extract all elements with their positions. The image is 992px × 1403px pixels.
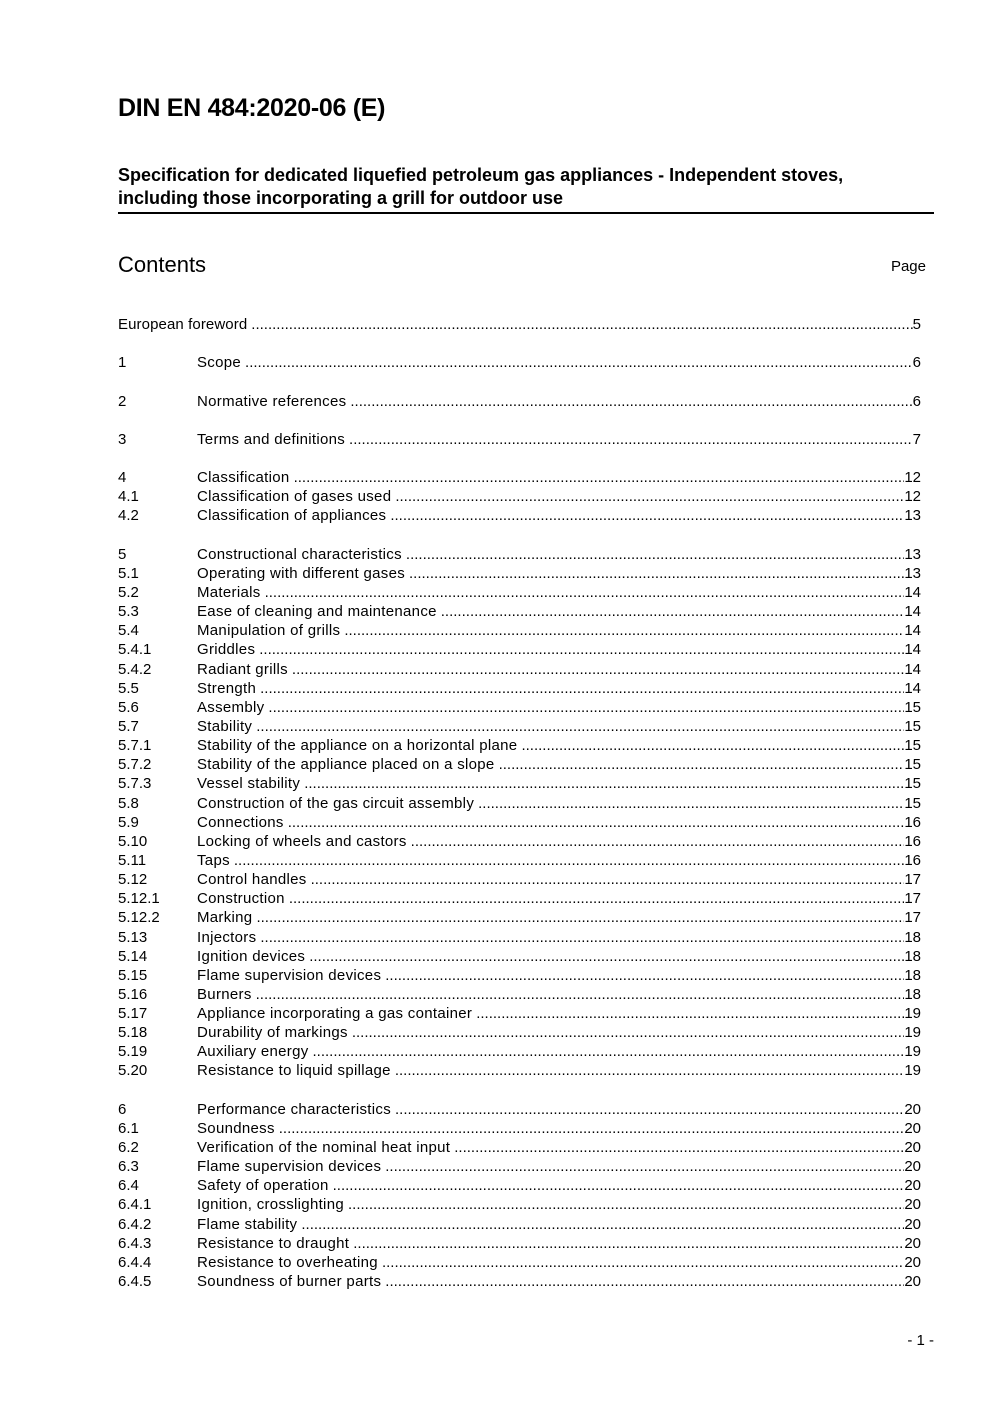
toc-entry-title: Materials — [197, 583, 261, 601]
toc-entry-page: 20 — [904, 1119, 921, 1137]
toc-entry-title: Connections — [197, 813, 284, 831]
toc-entry[interactable] — [118, 1101, 921, 1120]
toc-entry-page: 17 — [904, 909, 921, 927]
toc-entry-number: 5.20 — [118, 1062, 148, 1080]
toc-entry-title: Construction — [197, 890, 285, 908]
toc-entry-page: 18 — [904, 928, 921, 946]
toc-entry-page: 20 — [904, 1273, 921, 1291]
toc-entry-page: 15 — [904, 737, 921, 755]
toc-entry-page: 14 — [904, 583, 921, 601]
toc-entry-page: 18 — [904, 985, 921, 1003]
footer-page-number: - 1 - — [907, 1332, 934, 1349]
toc-entry-number: 5.17 — [118, 1005, 148, 1023]
toc-entry-number: 5.12 — [118, 871, 148, 889]
toc-entry-number: 5.10 — [118, 832, 148, 850]
toc-entry[interactable] — [118, 948, 921, 967]
toc-entry[interactable] — [118, 737, 921, 756]
toc-entry-number: 6 — [118, 1100, 127, 1118]
toc-entry-title: Normative references — [197, 392, 347, 410]
toc-entry-page: 19 — [904, 1005, 921, 1023]
toc-entry-number: 5.7 — [118, 717, 139, 735]
toc-entry-title: Marking — [197, 909, 253, 927]
dot-leader — [313, 1043, 905, 1060]
toc-entry[interactable] — [118, 546, 921, 565]
toc-entry-page: 13 — [904, 545, 921, 563]
toc-entry-page: 14 — [904, 603, 921, 621]
toc-entry-page: 20 — [904, 1215, 921, 1233]
toc-entry[interactable] — [118, 909, 921, 928]
toc-entry[interactable] — [118, 431, 921, 450]
toc-entry-title: Stability of the appliance on a horizontal plane — [197, 737, 518, 755]
toc-entry-title: Radiant grills — [197, 660, 288, 678]
toc-entry-page: 19 — [904, 1043, 921, 1061]
toc-entry[interactable] — [118, 1005, 921, 1024]
toc-entry[interactable] — [118, 1120, 921, 1139]
toc-entry-page: 12 — [904, 488, 921, 506]
dot-leader — [289, 890, 905, 907]
toc-entry-page: 14 — [904, 660, 921, 678]
dot-leader — [441, 603, 905, 620]
toc-entry-page: 20 — [904, 1100, 921, 1118]
toc-entry-page: 15 — [904, 775, 921, 793]
toc-entry-title: Manipulation of grills — [197, 622, 341, 640]
toc-entry[interactable] — [118, 393, 921, 412]
dot-leader — [344, 622, 904, 639]
toc-entry-title: Strength — [197, 679, 257, 697]
toc-entry-title: Stability of the appliance placed on a slope — [197, 756, 495, 774]
toc-entry-page: 17 — [904, 890, 921, 908]
toc-entry[interactable] — [118, 1177, 921, 1196]
toc-entry-page: 20 — [904, 1177, 921, 1195]
dot-leader — [385, 967, 904, 984]
toc-entry-page: 15 — [904, 794, 921, 812]
toc-entry-title: Terms and definitions — [197, 430, 346, 448]
toc-entry-title: Flame supervision devices — [197, 966, 382, 984]
toc-entry[interactable] — [118, 469, 921, 488]
toc-entry-title: Performance characteristics — [197, 1100, 391, 1118]
toc-entry-page: 15 — [904, 698, 921, 716]
toc-entry-number: 5.7.2 — [118, 756, 152, 774]
toc-entry-number: 5.4.2 — [118, 660, 152, 678]
toc-entry-title: Resistance to overheating — [197, 1253, 378, 1271]
toc-entry[interactable] — [118, 1139, 921, 1158]
toc-entry[interactable] — [118, 603, 921, 622]
toc-entry[interactable] — [118, 488, 921, 507]
toc-entry[interactable] — [118, 661, 921, 680]
toc-entry[interactable] — [118, 775, 921, 794]
toc-entry-number: 6.4 — [118, 1177, 139, 1195]
toc-entry[interactable] — [118, 814, 921, 833]
dot-leader — [454, 1139, 904, 1156]
toc-entry[interactable] — [118, 1216, 921, 1235]
dot-leader — [304, 775, 904, 792]
toc-entry-title: Assembly — [197, 698, 265, 716]
toc-entry-title: Flame stability — [197, 1215, 298, 1233]
toc-entry-number: 3 — [118, 430, 127, 448]
toc-entry-title: Soundness — [197, 1119, 275, 1137]
toc-entry-title: Verification of the nominal heat input — [197, 1139, 451, 1157]
dot-leader — [406, 546, 904, 563]
dot-leader — [349, 431, 913, 448]
toc-entry-title: Ignition devices — [197, 947, 306, 965]
toc-entry-page: 14 — [904, 622, 921, 640]
dot-leader — [260, 929, 904, 946]
toc-entry[interactable] — [118, 986, 921, 1005]
toc-entry-title: Resistance to draught — [197, 1234, 350, 1252]
dot-leader — [260, 680, 904, 697]
toc-entry-number: 5.12.1 — [118, 890, 160, 908]
toc-entry-number: 5.15 — [118, 966, 148, 984]
dot-leader — [385, 1273, 904, 1290]
toc-entry-number: 5.4.1 — [118, 641, 152, 659]
toc-entry[interactable] — [118, 1196, 921, 1215]
toc-entry[interactable] — [118, 680, 921, 699]
dot-leader — [350, 393, 912, 410]
dot-leader — [294, 469, 905, 486]
toc-entry-title: Operating with different gases — [197, 564, 406, 582]
toc-entry-page: 20 — [904, 1234, 921, 1252]
toc-entry[interactable] — [118, 354, 921, 373]
toc-entry-page: 18 — [904, 947, 921, 965]
toc-entry-number: 5.7.3 — [118, 775, 152, 793]
toc-entry-title: Flame supervision devices — [197, 1158, 382, 1176]
toc-entry-page: 19 — [904, 1062, 921, 1080]
dot-leader — [256, 718, 904, 735]
dot-leader — [268, 699, 904, 716]
toc-entry-title: Classification — [197, 469, 290, 487]
toc-entry-page: 18 — [904, 966, 921, 984]
toc-entry-number: 6.4.1 — [118, 1196, 152, 1214]
toc-entry-number: 5 — [118, 545, 127, 563]
dot-leader — [476, 1005, 904, 1022]
subtitle-line-2: including those incorporating a grill for outdoor use — [118, 188, 563, 208]
toc-entry-page: 5 — [912, 316, 921, 333]
toc-entry[interactable] — [118, 852, 921, 871]
toc-entry-title: Constructional characteristics — [197, 545, 402, 563]
toc-entry-title: Safety of operation — [197, 1177, 329, 1195]
toc-entry-title: Injectors — [197, 928, 257, 946]
dot-leader — [301, 1216, 904, 1233]
toc-entry-title: Soundness of burner parts — [197, 1273, 382, 1291]
dot-leader — [265, 584, 905, 601]
toc-entry-title: Construction of the gas circuit assembly — [197, 794, 475, 812]
toc-entry-title: Griddles — [197, 641, 256, 659]
dot-leader — [411, 833, 905, 850]
toc-entry-number: 5.16 — [118, 985, 148, 1003]
toc-entry[interactable] — [118, 871, 921, 890]
toc-entry-page: 14 — [904, 641, 921, 659]
toc-entry-number: 5.19 — [118, 1043, 148, 1061]
toc-entry-number: 5.11 — [118, 851, 147, 869]
toc-entry-number: 2 — [118, 392, 127, 410]
toc-entry[interactable] — [118, 795, 921, 814]
toc-entry-page: 7 — [912, 430, 921, 448]
toc-entry-number: 5.13 — [118, 928, 148, 946]
toc-entry-number: 5.18 — [118, 1024, 148, 1042]
dot-leader — [348, 1196, 904, 1213]
toc-entry-page: 16 — [904, 832, 921, 850]
dot-leader — [259, 641, 904, 658]
dot-leader — [251, 316, 912, 333]
page-column-label: Page — [890, 258, 926, 275]
toc-entry-page: 20 — [904, 1253, 921, 1271]
toc-entry-title: Vessel stability — [197, 775, 301, 793]
subtitle-line-1: Specification for dedicated liquefied petroleum gas appliances - Independent stoves, — [118, 165, 844, 185]
toc-entry-number: 6.4.3 — [118, 1234, 152, 1252]
dot-leader — [333, 1177, 905, 1194]
dot-leader — [352, 1024, 904, 1041]
toc-entry-page: 20 — [904, 1139, 921, 1157]
toc-entry[interactable] — [118, 967, 921, 986]
toc-entry-page: 16 — [904, 813, 921, 831]
dot-leader — [395, 488, 904, 505]
toc-entry[interactable] — [118, 584, 921, 603]
dot-leader — [382, 1254, 904, 1271]
toc-entry-number: 5.3 — [118, 603, 139, 621]
toc-entry[interactable] — [118, 718, 921, 737]
toc-entry[interactable] — [118, 622, 921, 641]
toc-entry-number: 5.9 — [118, 813, 139, 831]
dot-leader — [521, 737, 904, 754]
toc-entry-title: Appliance incorporating a gas container — [197, 1005, 473, 1023]
contents-heading: Contents — [118, 252, 207, 277]
toc-entry-page: 12 — [904, 469, 921, 487]
toc-entry[interactable] — [118, 1235, 921, 1254]
toc-entry-title: European foreword — [118, 316, 248, 333]
dot-leader — [256, 909, 904, 926]
toc-entry[interactable] — [118, 929, 921, 948]
toc-entry-title: Durability of markings — [197, 1024, 348, 1042]
toc-entry-page: 6 — [912, 354, 921, 372]
document-subtitle — [118, 164, 934, 214]
toc-entry[interactable] — [118, 1254, 921, 1273]
document-id: DIN EN 484:2020-06 (E) — [118, 94, 386, 122]
dot-leader — [385, 1158, 904, 1175]
toc-entry-number: 6.4.2 — [118, 1215, 152, 1233]
dot-leader — [395, 1062, 905, 1079]
dot-leader — [279, 1120, 905, 1137]
toc-entry-page: 13 — [904, 564, 921, 582]
toc-entry[interactable] — [118, 507, 921, 526]
toc-entry[interactable] — [118, 833, 921, 852]
toc-entry-number: 4.1 — [118, 488, 139, 506]
toc-entry-number: 5.2 — [118, 583, 139, 601]
toc-entry-title: Ease of cleaning and maintenance — [197, 603, 437, 621]
toc-entry-number: 5.14 — [118, 947, 148, 965]
toc-entry-page: 20 — [904, 1158, 921, 1176]
dot-leader — [353, 1235, 904, 1252]
toc-entry-number: 1 — [118, 354, 127, 372]
toc-entry-title: Burners — [197, 985, 252, 1003]
toc-entry-page: 13 — [904, 507, 921, 525]
toc-entry-title: Resistance to liquid spillage — [197, 1062, 391, 1080]
toc-entry-title: Locking of wheels and castors — [197, 832, 407, 850]
dot-leader — [245, 354, 913, 371]
dot-leader — [292, 661, 904, 678]
dot-leader — [288, 814, 905, 831]
toc-entry-title: Classification of gases used — [197, 488, 392, 506]
toc-entry-number: 6.4.5 — [118, 1273, 152, 1291]
toc-entry[interactable] — [118, 1158, 921, 1177]
toc-entry-page: 16 — [904, 851, 921, 869]
toc-entry-page: 19 — [904, 1024, 921, 1042]
toc-entry[interactable] — [118, 641, 921, 660]
toc-entry-title: Ignition, crosslighting — [197, 1196, 344, 1214]
toc-entry[interactable] — [118, 1273, 921, 1292]
toc-entry[interactable] — [118, 756, 921, 775]
dot-leader — [311, 871, 905, 888]
toc-entry-number: 4 — [118, 469, 127, 487]
toc-entry[interactable] — [118, 1062, 921, 1081]
toc-entry-number: 6.2 — [118, 1139, 139, 1157]
toc-entry-number: 5.6 — [118, 698, 139, 716]
toc-entry[interactable] — [118, 565, 921, 584]
toc-entry[interactable] — [118, 890, 921, 909]
toc-entry-title: Control handles — [197, 871, 307, 889]
toc-entry[interactable] — [118, 699, 921, 718]
dot-leader — [256, 986, 905, 1003]
toc-entry-number: 5.8 — [118, 794, 139, 812]
toc-entry[interactable] — [118, 1024, 921, 1043]
dot-leader — [309, 948, 904, 965]
toc-entry-number: 5.5 — [118, 679, 139, 697]
toc-entry-title: Classification of appliances — [197, 507, 387, 525]
toc-entry-page: 6 — [912, 392, 921, 410]
toc-entry-page: 14 — [904, 679, 921, 697]
toc-entry-number: 5.4 — [118, 622, 139, 640]
toc-entry-number: 6.4.4 — [118, 1253, 152, 1271]
toc-entry-page: 20 — [904, 1196, 921, 1214]
toc-entry-number: 5.7.1 — [118, 737, 152, 755]
dot-leader — [499, 756, 905, 773]
toc-entry[interactable] — [118, 316, 921, 335]
toc-entry-number: 6.1 — [118, 1119, 139, 1137]
toc-entry[interactable] — [118, 1043, 921, 1062]
toc-entry-title: Auxiliary energy — [197, 1043, 309, 1061]
toc-entry-number: 5.12.2 — [118, 909, 160, 927]
toc-entry-page: 17 — [904, 871, 921, 889]
toc-entry-page: 15 — [904, 717, 921, 735]
toc-entry-number: 6.3 — [118, 1158, 139, 1176]
toc-entry-title: Stability — [197, 717, 253, 735]
dot-leader — [234, 852, 904, 869]
dot-leader — [478, 795, 904, 812]
toc-entry-number: 4.2 — [118, 507, 139, 525]
table-of-contents — [118, 316, 921, 1292]
toc-entry-title: Scope — [197, 354, 242, 372]
dot-leader — [395, 1101, 904, 1118]
toc-entry-title: Taps — [197, 851, 230, 869]
dot-leader — [390, 507, 904, 524]
toc-entry-number: 5.1 — [118, 564, 139, 582]
toc-entry-page: 15 — [904, 756, 921, 774]
dot-leader — [409, 565, 904, 582]
